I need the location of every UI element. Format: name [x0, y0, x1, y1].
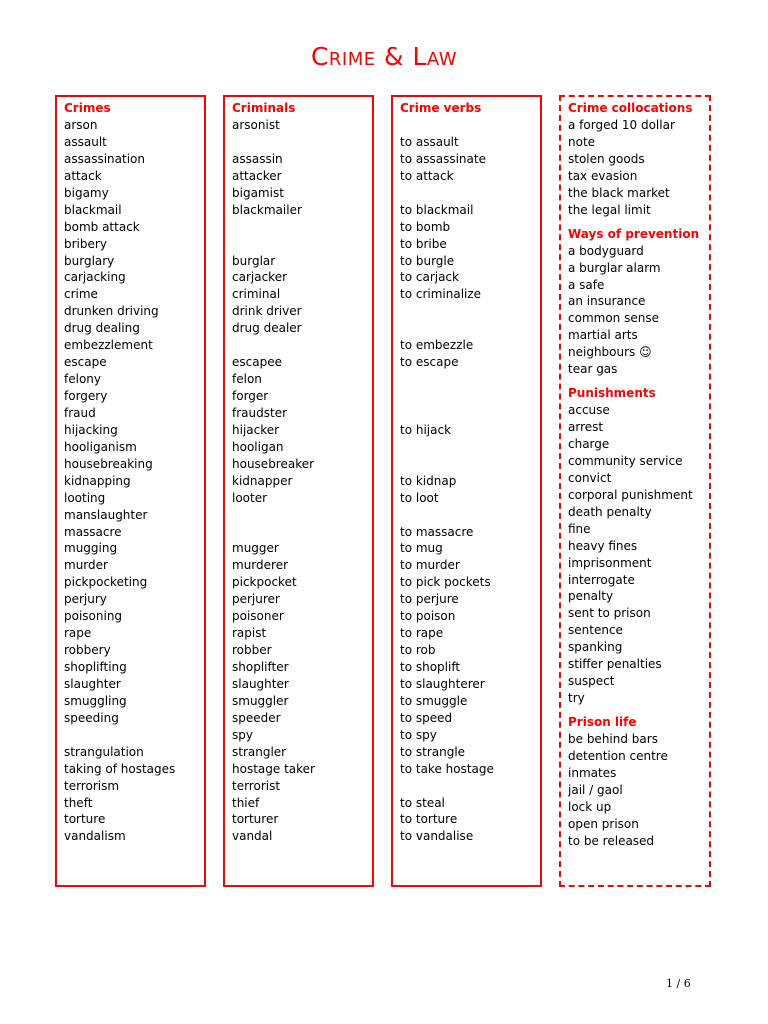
- crime-item: robbery: [64, 643, 111, 658]
- section-heading-punishments: Punishments: [568, 386, 656, 401]
- crime-item: assault: [64, 134, 107, 149]
- criminal-item: hijacker: [232, 422, 280, 437]
- blank-line: [400, 303, 540, 320]
- crime-verbs-column: [391, 95, 542, 887]
- punishment-item: arrest: [568, 420, 604, 435]
- crimes-column: [55, 95, 206, 887]
- prevention-item: a safe: [568, 277, 605, 292]
- crime-item: drunken driving: [64, 304, 159, 319]
- criminal-item: torturer: [232, 812, 279, 827]
- criminal-item: hostage taker: [232, 761, 315, 776]
- punishment-item: heavy fines: [568, 538, 638, 553]
- punishment-item: community service: [568, 453, 683, 468]
- crime-verb-item: to poison: [400, 609, 456, 624]
- crime-item: torture: [64, 812, 106, 827]
- collocation-item: tax evasion: [568, 168, 638, 183]
- criminal-item: shoplifter: [232, 660, 289, 674]
- crime-verb-item: to assault: [400, 134, 459, 149]
- punishment-item: interrogate: [568, 572, 635, 587]
- crime-item: theft: [64, 795, 93, 810]
- criminal-item: arsonist: [232, 118, 280, 132]
- collocation-item: stolen goods: [568, 151, 645, 166]
- prison-life-item: detention centre: [568, 748, 668, 763]
- criminal-item: drug dealer: [232, 321, 302, 336]
- crime-item: shoplifting: [64, 660, 127, 674]
- column-heading-crimes: Crimes: [64, 101, 111, 115]
- blank-line: [232, 219, 372, 236]
- punishment-item: spanking: [568, 640, 623, 655]
- page-number: 1 / 6: [666, 977, 691, 990]
- crime-item: murder: [64, 558, 108, 573]
- crime-item: housebreaking: [64, 456, 153, 471]
- crime-item: arson: [64, 118, 98, 132]
- section-heading-ways-of-prevention: Ways of prevention: [568, 226, 700, 241]
- criminal-item: hooligan: [232, 439, 284, 454]
- punishment-item: penalty: [568, 589, 614, 604]
- collocation-item: the legal limit: [568, 202, 651, 217]
- criminal-item: pickpocket: [232, 575, 297, 590]
- collocation-item: the black market: [568, 185, 670, 200]
- crime-item: hijacking: [64, 422, 118, 437]
- criminal-item: speeder: [232, 710, 281, 725]
- section-heading-prison-life: Prison life: [568, 715, 637, 729]
- blank-line: [400, 320, 540, 337]
- criminal-item: kidnapper: [232, 473, 293, 488]
- column-heading-criminals: Criminals: [232, 101, 296, 115]
- blank-line: [400, 456, 540, 473]
- criminal-item: assassin: [232, 151, 283, 166]
- punishment-item: fine: [568, 521, 591, 536]
- criminal-item: strangler: [232, 744, 287, 759]
- punishment-item: try: [568, 691, 585, 706]
- crime-verb-item: to steal: [400, 795, 445, 810]
- crime-item: speeding: [64, 710, 119, 725]
- crime-verb-item: to slaughterer: [400, 676, 485, 691]
- crime-verb-item: to bomb: [400, 219, 451, 234]
- criminal-item: carjacker: [232, 270, 288, 285]
- prison-life-item: lock up: [568, 799, 612, 814]
- crime-verb-item: to smuggle: [400, 693, 468, 708]
- prison-life-item: jail / gaol: [568, 782, 623, 797]
- prison-life-item: be behind bars: [568, 732, 658, 746]
- criminal-item: murderer: [232, 558, 289, 573]
- punishment-item: sent to prison: [568, 606, 651, 621]
- crime-item: manslaughter: [64, 507, 148, 522]
- crime-verb-item: to rape: [400, 626, 444, 641]
- crime-verb-item: to burgle: [400, 253, 455, 268]
- section-heading-crime-collocations: Crime collocations: [568, 101, 693, 115]
- criminal-item: burglar: [232, 253, 276, 268]
- blank-line: [400, 405, 540, 422]
- prevention-item: tear gas: [568, 362, 618, 377]
- criminal-item: perjurer: [232, 592, 280, 607]
- crime-item: carjacking: [64, 270, 126, 285]
- crime-item: massacre: [64, 524, 122, 539]
- crime-verb-item: to strangle: [400, 744, 466, 759]
- blank-line: [400, 117, 540, 134]
- punishment-item: imprisonment: [568, 555, 652, 570]
- crime-verb-item: to pick pockets: [400, 575, 491, 590]
- crime-item: perjury: [64, 592, 107, 607]
- crime-item: smuggling: [64, 693, 127, 708]
- blank-line: [64, 727, 204, 744]
- criminal-item: escapee: [232, 355, 282, 370]
- blank-line: [400, 507, 540, 524]
- crime-verb-item: to perjure: [400, 592, 459, 607]
- punishment-item: accuse: [568, 403, 610, 418]
- criminal-item: looter: [232, 490, 268, 505]
- collocation-item: note: [568, 134, 596, 149]
- criminal-item: bigamist: [232, 185, 284, 200]
- crime-verb-item: to carjack: [400, 270, 459, 285]
- crime-item: slaughter: [64, 676, 121, 691]
- crime-verb-item: to take hostage: [400, 761, 494, 776]
- criminal-item: robber: [232, 643, 272, 658]
- punishment-item: corporal punishment: [568, 487, 693, 502]
- crime-verb-item: to loot: [400, 490, 439, 505]
- crime-verb-item: to bribe: [400, 236, 447, 251]
- crime-item: strangulation: [64, 744, 144, 759]
- criminal-item: attacker: [232, 168, 282, 183]
- crime-item: terrorism: [64, 778, 120, 793]
- column-heading-crime-verbs: Crime verbs: [400, 101, 482, 115]
- crime-item: kidnapping: [64, 473, 131, 488]
- collocations-column: [559, 95, 711, 887]
- crime-verb-item: to massacre: [400, 524, 474, 539]
- criminal-item: blackmailer: [232, 202, 302, 217]
- crime-item: fraud: [64, 405, 96, 420]
- crime-item: looting: [64, 490, 106, 505]
- crime-verb-item: to vandalise: [400, 829, 474, 844]
- criminal-item: thief: [232, 795, 260, 810]
- crime-verb-item: to escape: [400, 355, 459, 370]
- criminal-item: fraudster: [232, 405, 288, 420]
- crime-item: felony: [64, 372, 101, 387]
- prevention-item: martial arts: [568, 328, 638, 343]
- blank-line: [232, 236, 372, 253]
- crime-item: rape: [64, 626, 92, 641]
- criminal-item: terrorist: [232, 778, 281, 793]
- blank-line: [400, 185, 540, 202]
- blank-line: [232, 134, 372, 151]
- criminal-item: slaughter: [232, 676, 289, 691]
- crime-verb-item: to mug: [400, 541, 443, 556]
- crime-item: escape: [64, 355, 107, 370]
- punishment-item: death penalty: [568, 504, 652, 519]
- crime-verb-item: to torture: [400, 812, 458, 827]
- criminal-item: criminal: [232, 287, 281, 302]
- crime-item: bigamy: [64, 185, 109, 200]
- criminal-item: drink driver: [232, 304, 302, 319]
- crime-item: drug dealing: [64, 321, 140, 336]
- crime-item: poisoning: [64, 609, 123, 624]
- crime-item: forgery: [64, 389, 108, 403]
- criminals-column: [223, 95, 374, 887]
- punishment-item: suspect: [568, 674, 615, 689]
- crime-item: pickpocketing: [64, 575, 148, 590]
- crime-verb-item: to murder: [400, 558, 460, 573]
- blank-line: [232, 337, 372, 354]
- criminal-item: housebreaker: [232, 456, 315, 471]
- crime-item: attack: [64, 168, 102, 183]
- crime-verb-item: to rob: [400, 643, 436, 658]
- prevention-item: neighbours ☺: [568, 345, 652, 360]
- collocation-item: a forged 10 dollar: [568, 118, 675, 132]
- crime-item: burglary: [64, 253, 115, 268]
- crime-verb-item: to embezzle: [400, 338, 474, 353]
- crime-item: bomb attack: [64, 219, 140, 234]
- crime-item: hooliganism: [64, 439, 137, 454]
- criminal-item: rapist: [232, 626, 267, 641]
- blank-line: [400, 439, 540, 456]
- blank-line: [232, 507, 372, 524]
- crime-verb-item: to attack: [400, 168, 454, 183]
- criminal-item: felon: [232, 372, 262, 387]
- prevention-item: a bodyguard: [568, 243, 644, 258]
- crime-item: assassination: [64, 151, 145, 166]
- crime-item: embezzlement: [64, 338, 153, 353]
- crime-item: blackmail: [64, 202, 122, 217]
- blank-line: [232, 524, 372, 541]
- punishment-item: sentence: [568, 623, 623, 638]
- crime-item: bribery: [64, 236, 107, 251]
- blank-line: [400, 778, 540, 795]
- prevention-item: common sense: [568, 311, 659, 326]
- crime-item: taking of hostages: [64, 761, 176, 776]
- criminal-item: smuggler: [232, 693, 289, 708]
- crime-verb-item: to blackmail: [400, 202, 474, 217]
- blank-line: [400, 371, 540, 388]
- punishment-item: charge: [568, 437, 610, 451]
- prison-life-item: open prison: [568, 816, 639, 831]
- criminal-item: vandal: [232, 829, 273, 844]
- prevention-item: a burglar alarm: [568, 260, 661, 275]
- blank-line: [400, 388, 540, 405]
- prison-life-item: inmates: [568, 765, 617, 780]
- punishment-item: stiffer penalties: [568, 657, 662, 672]
- page-title: Crime & Law: [310, 42, 458, 71]
- crime-verb-item: to hijack: [400, 422, 452, 437]
- crime-verb-item: to criminalize: [400, 287, 482, 302]
- crime-verb-item: to kidnap: [400, 473, 457, 488]
- crime-verb-item: to assassinate: [400, 151, 486, 166]
- crime-item: crime: [64, 287, 98, 302]
- crime-item: vandalism: [64, 829, 126, 844]
- prison-life-item: to be released: [568, 833, 655, 848]
- crime-verb-item: to spy: [400, 727, 437, 742]
- crime-item: mugging: [64, 541, 118, 556]
- punishment-item: convict: [568, 470, 612, 485]
- criminal-item: poisoner: [232, 609, 284, 624]
- criminal-item: forger: [232, 389, 269, 403]
- crime-verb-item: to speed: [400, 710, 453, 725]
- prevention-item: an insurance: [568, 294, 646, 309]
- crime-verb-item: to shoplift: [400, 660, 461, 674]
- criminal-item: spy: [232, 727, 253, 742]
- criminal-item: mugger: [232, 541, 279, 556]
